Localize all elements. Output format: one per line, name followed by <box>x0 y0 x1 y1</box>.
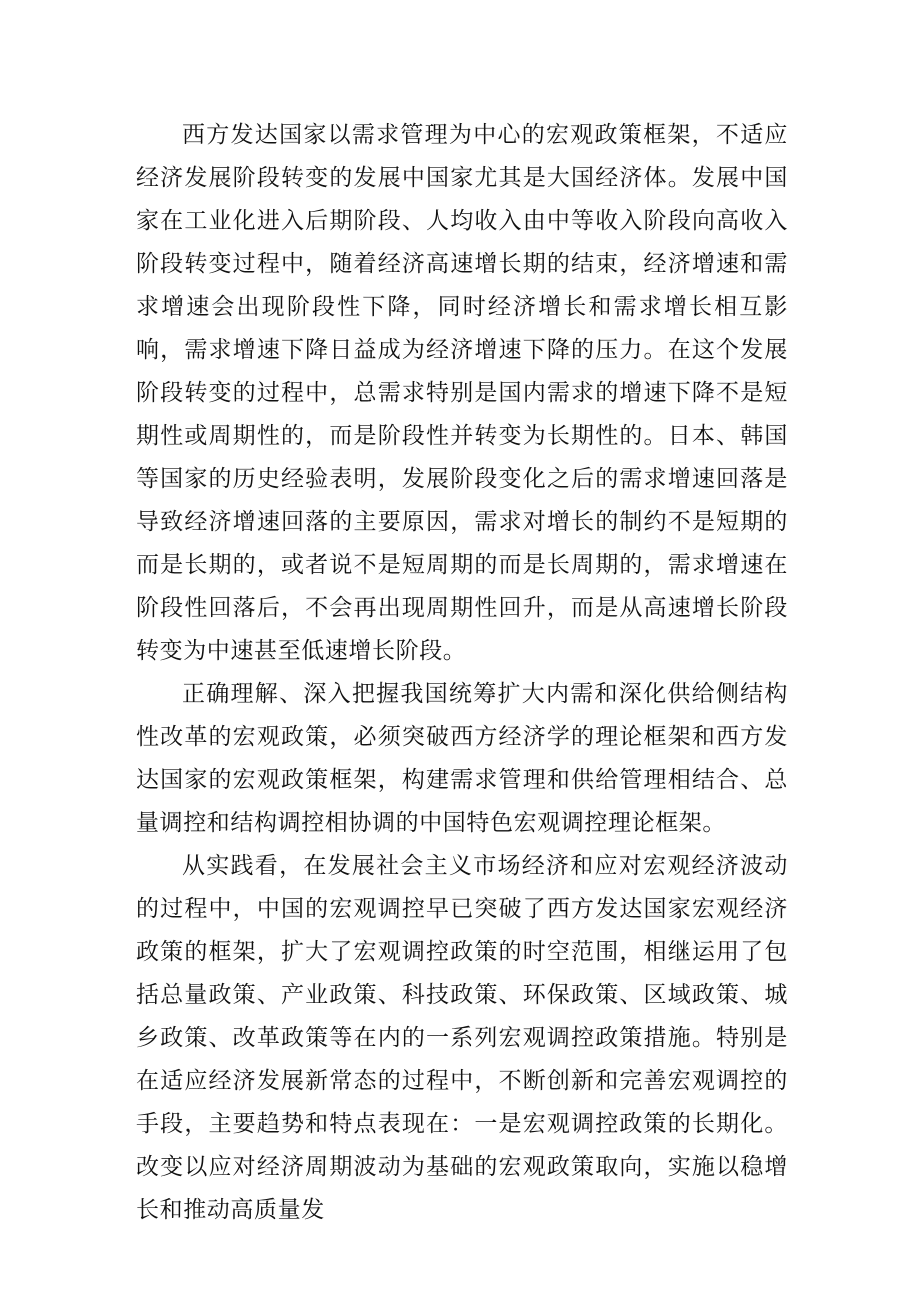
document-page <box>136 114 788 1232</box>
paragraph-demand-management: 西方发达国家以需求管理为中心的宏观政策框架，不适应经济发展阶段转变的发展中国家尤其是大国经济体。发展中国家在工业化进入后期阶段、人均收入由中等收入阶段向高收入阶段转变过程中，随着经济高速增长期的结束，经济增速和需求增速会出现阶段性下降，同时经济增长和需求增长相互影响，需求增速下降日益成为经济增速下降的压力。在这个发展阶段转变的过程中，总需求特别是国内需求的增速下降不是短期性或周期性的，而是阶段性并转变为长期性的。日本、韩国等国家的历史经验表明，发展阶段变化之后的需求增速回落是导致经济增速回落的主要原因，需求对增长的制约不是短期的而是长期的，或者说不是短周期的而是长周期的，需求增速在阶段性回落后，不会再出现周期性回升，而是从高速增长阶段转变为中速甚至低速增长阶段。 <box>136 122 788 664</box>
paragraph-practice: 从实践看，在发展社会主义市场经济和应对宏观经济波动的过程中，中国的宏观调控早已突破了西方发达国家宏观经济政策的框架，扩大了宏观调控政策的时空范围，相继运用了包括总量政策、产业政策、科技政策、环保政策、区域政策、城乡政策、改革政策等在内的一系列宏观调控政策措施。特别是在适应经济发展新常态的过程中，不断创新和完善宏观调控的手段，主要趋势和特点表现在：一是宏观调控政策的长期化。改变以应对经济周期波动为基础的宏观政策取向，实施以稳增长和推动高质量发 <box>136 853 788 1223</box>
paragraph-macro-policy-framework: 正确理解、深入把握我国统筹扩大内需和深化供给侧结构性改革的宏观政策，必须突破西方经济学的理论框架和西方发达国家的宏观政策框架，构建需求管理和供给管理相结合、总量调控和结构调控相协调的中国特色宏观调控理论框架。 <box>136 681 788 836</box>
